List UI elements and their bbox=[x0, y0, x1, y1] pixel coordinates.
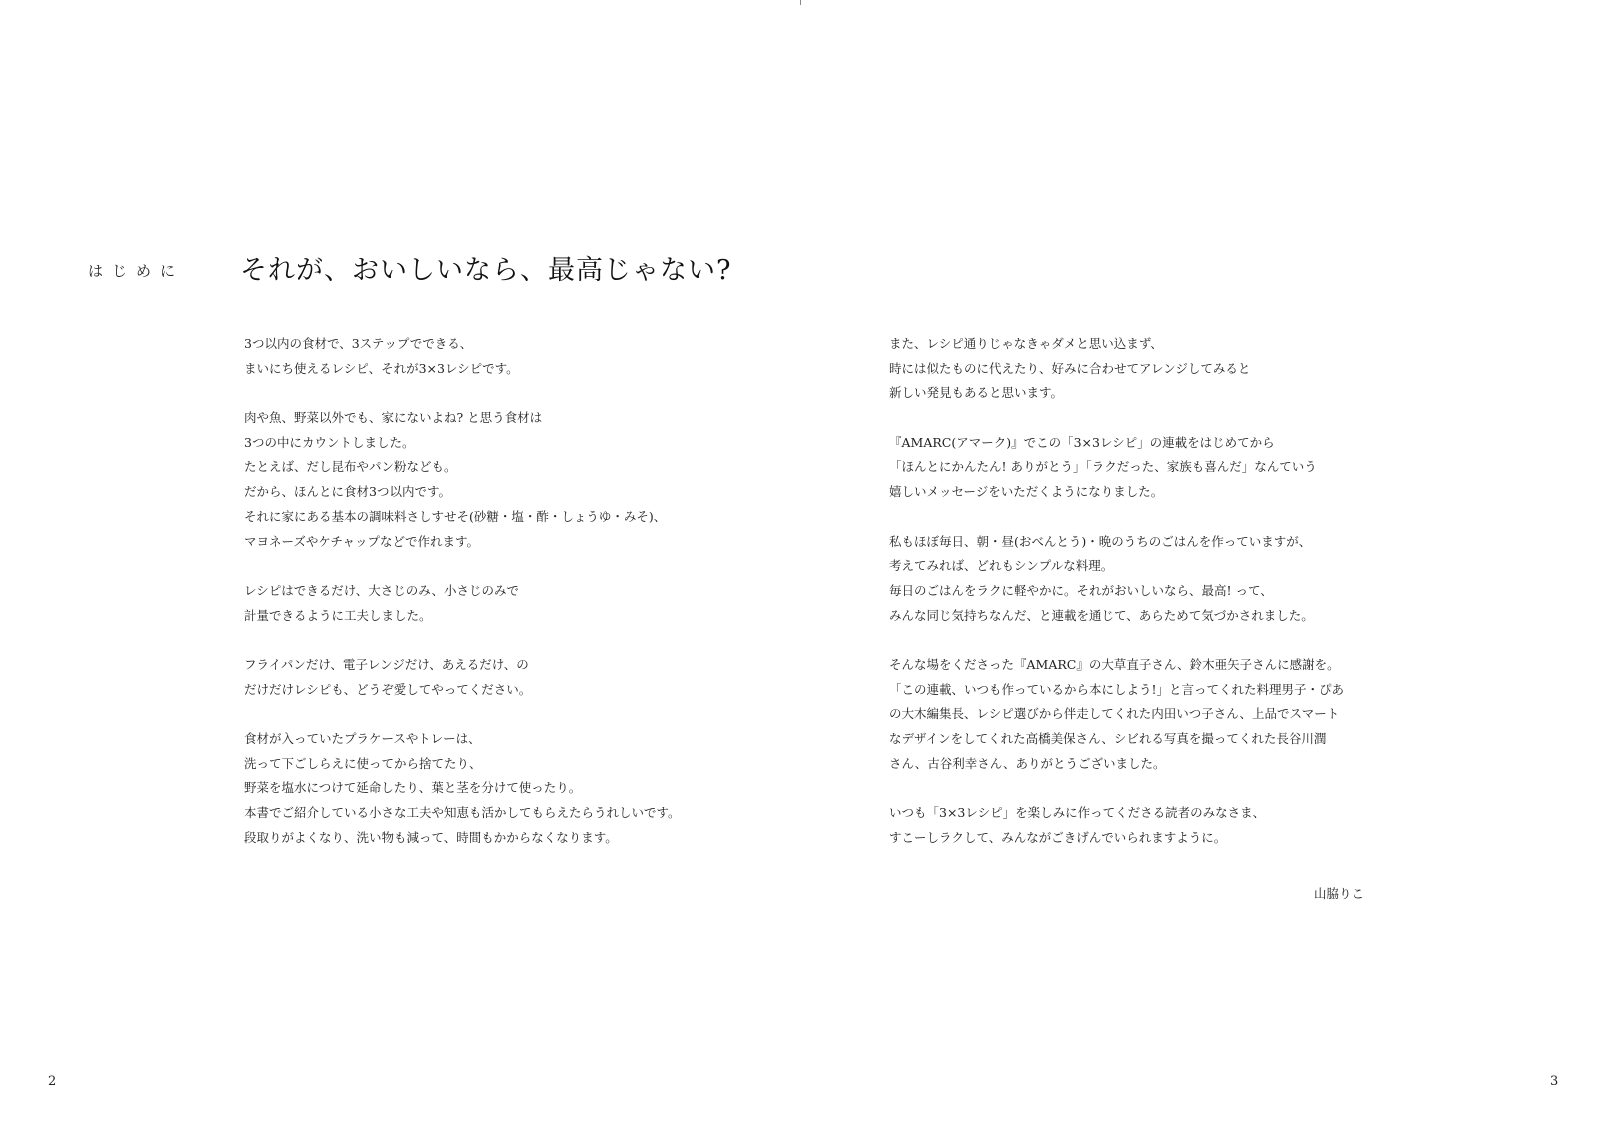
text-line: 野菜を塩水につけて延命したり、葉と茎を分けて使ったり。 bbox=[244, 780, 582, 796]
text-line: さん、古谷利幸さん、ありがとうございました。 bbox=[889, 755, 1166, 771]
text-line: たとえば、だし昆布やパン粉なども。 bbox=[244, 459, 457, 475]
paragraph-spacer bbox=[244, 702, 764, 727]
right-text-column bbox=[889, 332, 1409, 850]
paragraph bbox=[244, 579, 764, 628]
paragraph bbox=[244, 332, 764, 381]
paragraph bbox=[244, 653, 764, 702]
text-line: まいにち使えるレシピ、それが3×3レシピです。 bbox=[244, 360, 519, 376]
paragraph bbox=[244, 406, 764, 554]
text-line: また、レシピ通りじゃなきゃダメと思い込まず、 bbox=[889, 336, 1163, 351]
paragraph bbox=[889, 332, 1409, 406]
left-text-column bbox=[244, 332, 764, 850]
paragraph-spacer bbox=[244, 381, 764, 406]
paragraph-spacer bbox=[244, 628, 764, 653]
paragraph-spacer bbox=[889, 628, 1409, 653]
section-label: はじめに bbox=[88, 262, 185, 280]
text-line: なデザインをしてくれた高橋美保さん、シビれる写真を撮ってくれた長谷川潤 bbox=[889, 731, 1327, 746]
text-line: 3つ以内の食材で、3ステップでできる、 bbox=[244, 336, 473, 351]
paragraph bbox=[244, 727, 764, 850]
text-line: 『AMARC(アマーク)』でこの「3×3レシピ」の連載をはじめてから bbox=[889, 434, 1275, 450]
text-line: フライパンだけ、電子レンジだけ、あえるだけ、の bbox=[244, 656, 529, 672]
paragraph-spacer bbox=[889, 406, 1409, 431]
text-line: それに家にある基本の調味料さしすせそ(砂糖・塩・酢・しょうゆ・みそ)、 bbox=[244, 508, 667, 524]
text-line: 食材が入っていたプラケースやトレーは、 bbox=[244, 731, 481, 746]
text-line: 時には似たものに代えたり、好みに合わせてアレンジしてみると bbox=[889, 360, 1251, 376]
text-line: だけだけレシピも、どうぞ愛してやってください。 bbox=[244, 681, 532, 697]
text-line: 考えてみれば、どれもシンプルな料理。 bbox=[889, 558, 1114, 574]
paragraph-spacer bbox=[889, 776, 1409, 801]
text-line: マヨネーズやケチャップなどで作れます。 bbox=[244, 533, 480, 549]
paragraph-spacer bbox=[244, 554, 764, 579]
text-line: の大木編集長、レシピ選びから伴走してくれた内田いつ子さん、上品でスマート bbox=[889, 706, 1340, 722]
text-line: 3つの中にカウントしました。 bbox=[244, 434, 415, 450]
paragraph bbox=[889, 653, 1409, 776]
text-line: 「この連載、いつも作っているから本にしよう!」と言ってくれた料理男子・ぴあ bbox=[889, 681, 1345, 697]
text-line: 肉や魚、野菜以外でも、家にないよね? と思う食材は bbox=[244, 410, 543, 426]
text-line: すこーしラクして、みんながごきげんでいられますように。 bbox=[889, 829, 1227, 845]
paragraph bbox=[889, 530, 1409, 629]
paragraph bbox=[889, 431, 1409, 505]
author-signature: 山脇りこ bbox=[1313, 886, 1364, 901]
text-line: みんな同じ気持ちなんだ、と連載を通じて、あらためて気づかされました。 bbox=[889, 607, 1314, 623]
text-line: 私もほぼ毎日、朝・昼(おべんとう)・晩のうちのごはんを作っていますが、 bbox=[889, 533, 1312, 549]
page-number-right: 3 bbox=[1550, 1074, 1559, 1089]
text-line: いつも「3×3レシピ」を楽しみに作ってくださる読者のみなさま、 bbox=[889, 805, 1266, 821]
text-line: 「ほんとにかんたん! ありがとう」「ラクだった、家族も喜んだ」なんていう bbox=[889, 459, 1317, 475]
text-line: 嬉しいメッセージをいただくようになりました。 bbox=[889, 484, 1164, 500]
text-line: そんな場をくださった『AMARC』の大草直子さん、鈴木亜矢子さんに感謝を。 bbox=[889, 656, 1340, 672]
text-line: レシピはできるだけ、大さじのみ、小さじのみで bbox=[244, 582, 519, 598]
text-line: 段取りがよくなり、洗い物も減って、時間もかからなくなります。 bbox=[244, 829, 618, 845]
page-title: それが、おいしいなら、最高じゃない? bbox=[240, 255, 732, 286]
paragraph-spacer bbox=[889, 505, 1409, 530]
text-line: 本書でご紹介している小さな工夫や知恵も活かしてもらえたらうれしいです。 bbox=[244, 805, 681, 821]
page-number-left: 2 bbox=[48, 1074, 57, 1089]
text-line: 計量できるように工夫しました。 bbox=[244, 607, 432, 623]
text-line: だから、ほんとに食材3つ以内です。 bbox=[244, 484, 451, 500]
paragraph bbox=[889, 801, 1409, 850]
gutter-mark bbox=[800, 0, 801, 5]
text-line: 洗って下ごしらえに使ってから捨てたり、 bbox=[244, 755, 482, 771]
text-line: 毎日のごはんをラクに軽やかに。それがおいしいなら、最高! って、 bbox=[889, 582, 1273, 598]
text-line: 新しい発見もあると思います。 bbox=[889, 385, 1064, 401]
